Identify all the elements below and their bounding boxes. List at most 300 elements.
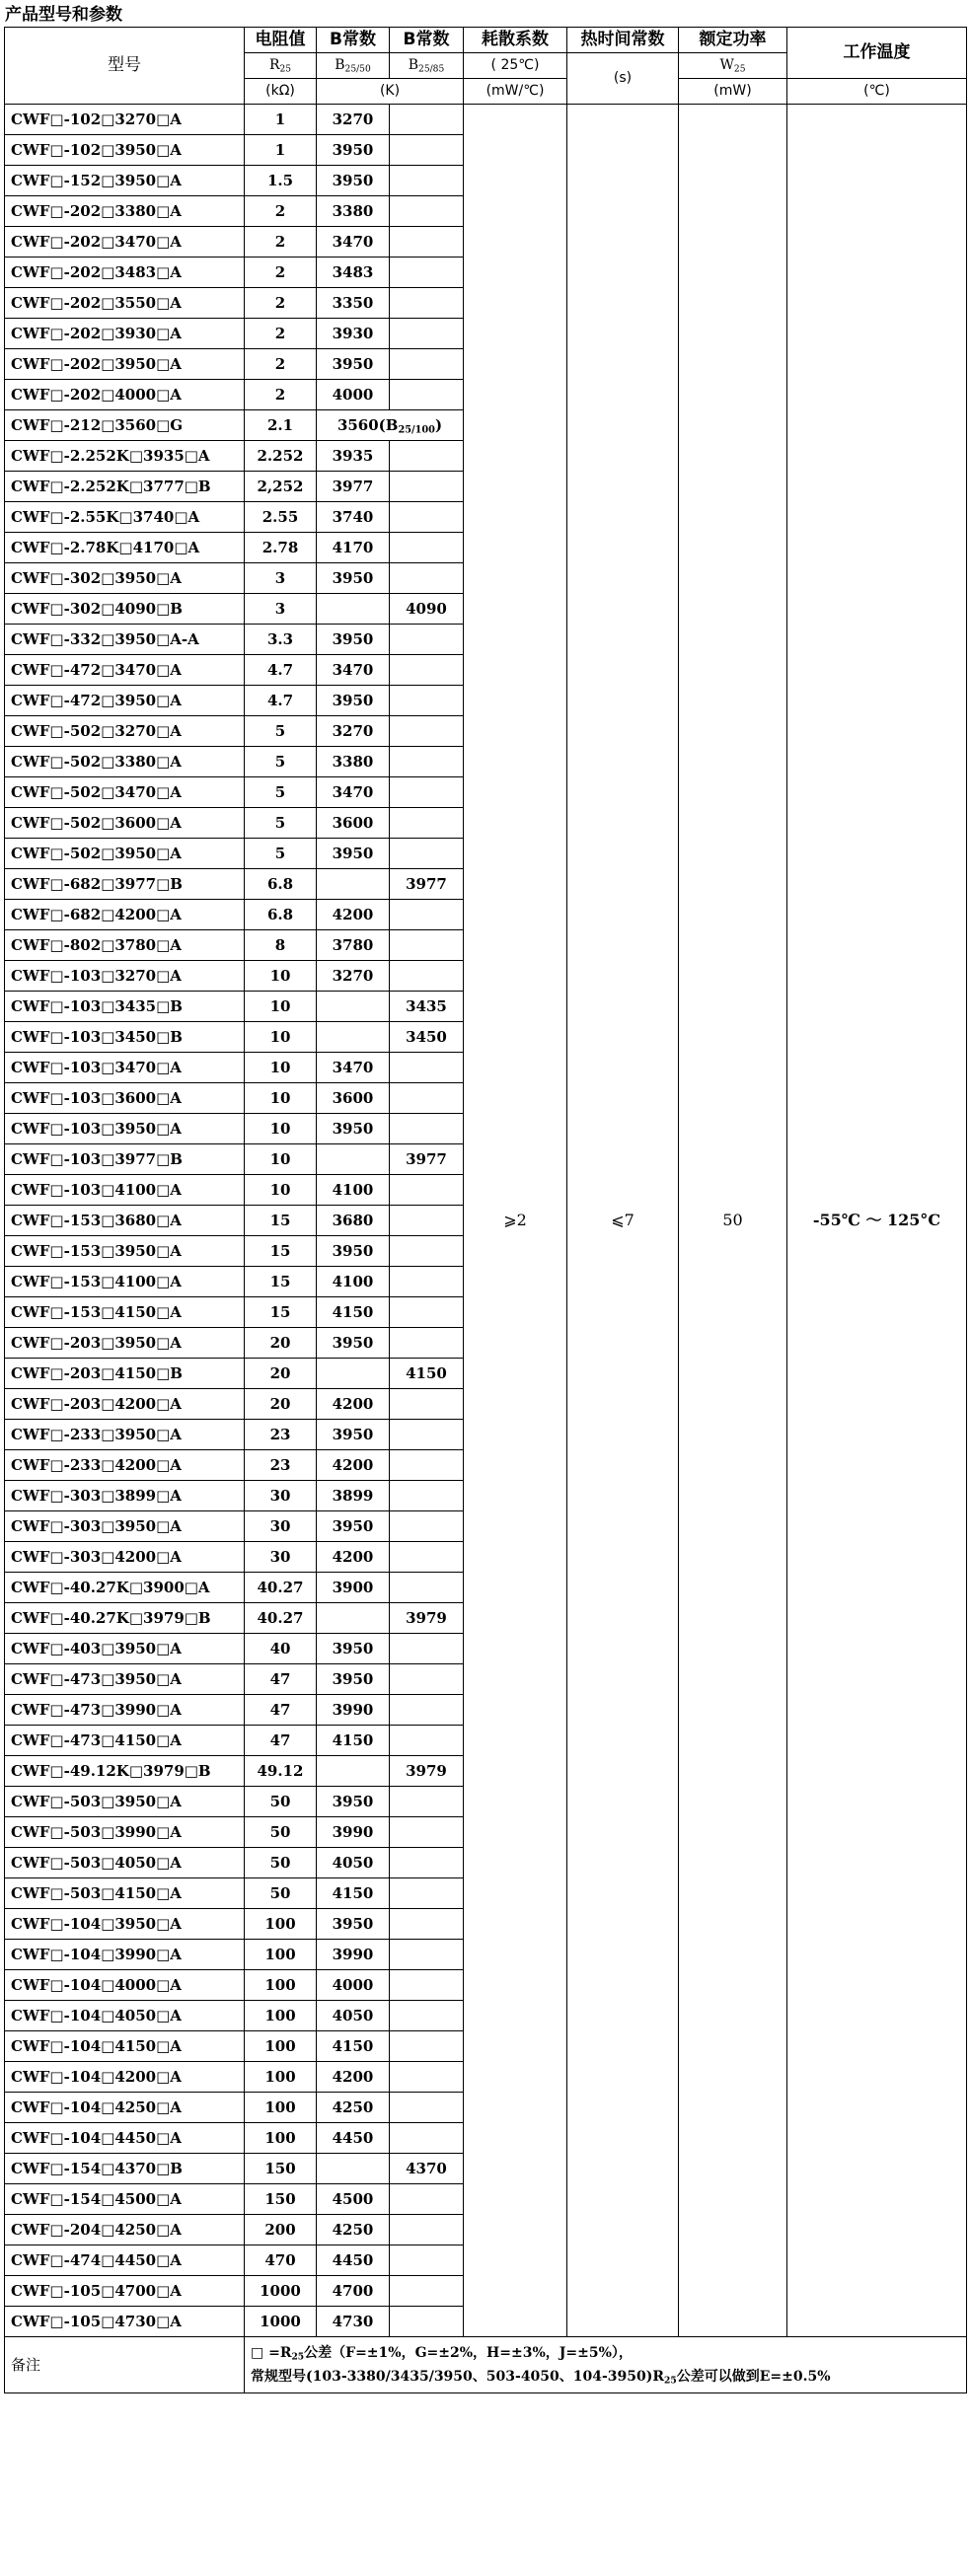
header-power-symbol: $W_{25}$ [679, 53, 787, 79]
model-cell: CWF□-104□4200□A [5, 2062, 245, 2093]
b2550-cell [317, 594, 390, 625]
b2550-cell: 4250 [317, 2215, 390, 2245]
b2585-cell: 4150 [390, 1359, 464, 1389]
b2585-cell [390, 686, 464, 716]
temperature-value-merged: -55℃ ～ 125°C [787, 105, 967, 2337]
b2585-cell [390, 777, 464, 808]
r25-cell: 4.7 [245, 655, 317, 686]
header-b2585-symbol: $B_{25/85}$ [390, 53, 464, 79]
b2585-cell [390, 105, 464, 135]
model-cell: CWF□-302□4090□B [5, 594, 245, 625]
b2550-cell: 3950 [317, 1236, 390, 1267]
header-resistance-symbol: $R_{25}$ [245, 53, 317, 79]
model-cell: CWF□-154□4370□B [5, 2154, 245, 2184]
r25-cell: 10 [245, 1175, 317, 1206]
model-cell: CWF□-2.252K□3935□A [5, 441, 245, 472]
b2550-cell: 4100 [317, 1267, 390, 1297]
b2585-cell: 4370 [390, 2154, 464, 2184]
b2585-cell [390, 349, 464, 380]
r25-cell: 1000 [245, 2276, 317, 2307]
model-cell: CWF□-233□3950□A [5, 1420, 245, 1450]
b2550-cell: 3950 [317, 1114, 390, 1144]
header-power-unit: (mW) [679, 79, 787, 105]
r25-cell: 200 [245, 2215, 317, 2245]
model-cell: CWF□-303□3899□A [5, 1481, 245, 1511]
b2585-cell [390, 1206, 464, 1236]
r25-cell: 10 [245, 1144, 317, 1175]
b2550-cell: 4150 [317, 1878, 390, 1909]
b2550-cell: 3990 [317, 1940, 390, 1970]
model-cell: CWF□-332□3950□A-A [5, 625, 245, 655]
b2585-cell [390, 1328, 464, 1359]
b2550-cell: 3270 [317, 105, 390, 135]
b2585-cell [390, 839, 464, 869]
b2585-cell [390, 472, 464, 502]
r25-cell: 47 [245, 1695, 317, 1726]
b2585-cell [390, 2307, 464, 2337]
b2550-cell: 4050 [317, 2001, 390, 2031]
b2585-cell [390, 961, 464, 992]
b2585-cell [390, 227, 464, 258]
model-cell: CWF□-472□3950□A [5, 686, 245, 716]
b2550-cell: 4150 [317, 1297, 390, 1328]
b2550-cell: 3600 [317, 808, 390, 839]
b2585-cell [390, 1175, 464, 1206]
b2585-cell [390, 563, 464, 594]
model-cell: CWF□-202□3550□A [5, 288, 245, 319]
b2585-cell [390, 319, 464, 349]
b2550-cell: 3680 [317, 1206, 390, 1236]
b2585-cell [390, 1083, 464, 1114]
model-cell: CWF□-2.55K□3740□A [5, 502, 245, 533]
b2585-cell [390, 380, 464, 410]
b2585-cell [390, 2062, 464, 2093]
b2585-cell [390, 747, 464, 777]
b2585-cell [390, 1450, 464, 1481]
model-cell: CWF□-105□4700□A [5, 2276, 245, 2307]
r25-cell: 100 [245, 1940, 317, 1970]
model-cell: CWF□-503□3950□A [5, 1787, 245, 1817]
power-value-merged: 50 [679, 105, 787, 2337]
r25-cell: 2 [245, 380, 317, 410]
r25-cell: 47 [245, 1726, 317, 1756]
b2585-cell [390, 1970, 464, 2001]
r25-cell: 1.5 [245, 166, 317, 196]
b2550-cell: 4200 [317, 2062, 390, 2093]
header-resistance-unit: (kΩ) [245, 79, 317, 105]
model-cell: CWF□-502□3950□A [5, 839, 245, 869]
model-cell: CWF□-103□3450□B [5, 1022, 245, 1053]
b2585-cell: 3435 [390, 992, 464, 1022]
b2585-cell [390, 1267, 464, 1297]
b2585-cell [390, 1909, 464, 1940]
r25-cell: 8 [245, 930, 317, 961]
b2550-cell: 3950 [317, 625, 390, 655]
model-cell: CWF□-103□3435□B [5, 992, 245, 1022]
model-cell: CWF□-103□3470□A [5, 1053, 245, 1083]
b2550-cell: 3470 [317, 777, 390, 808]
b2550-cell: 3470 [317, 1053, 390, 1083]
r25-cell: 5 [245, 839, 317, 869]
b2585-cell [390, 502, 464, 533]
b2585-cell [390, 1511, 464, 1542]
r25-cell: 2 [245, 196, 317, 227]
header-temperature-unit: (℃) [787, 79, 967, 105]
b2585-cell [390, 1878, 464, 1909]
r25-cell: 2 [245, 349, 317, 380]
r25-cell: 50 [245, 1848, 317, 1878]
b2585-cell [390, 1236, 464, 1267]
b2585-cell [390, 2031, 464, 2062]
model-cell: CWF□-102□3270□A [5, 105, 245, 135]
b2550-cell: 4700 [317, 2276, 390, 2307]
b2585-cell: 3977 [390, 1144, 464, 1175]
header-dissipation-unit: (mW/℃) [464, 79, 567, 105]
b2550-cell: 3950 [317, 1511, 390, 1542]
header-b-constant-1: B常数 [317, 28, 390, 53]
r25-cell: 20 [245, 1328, 317, 1359]
model-cell: CWF□-104□4450□A [5, 2123, 245, 2154]
model-cell: CWF□-474□4450□A [5, 2245, 245, 2276]
r25-cell: 100 [245, 2093, 317, 2123]
r25-cell: 30 [245, 1542, 317, 1573]
model-cell: CWF□-303□4200□A [5, 1542, 245, 1573]
r25-cell: 15 [245, 1236, 317, 1267]
b2550-cell: 3350 [317, 288, 390, 319]
b2550-cell: 3950 [317, 1909, 390, 1940]
b2550-cell: 4000 [317, 1970, 390, 2001]
r25-cell: 5 [245, 747, 317, 777]
r25-cell: 5 [245, 808, 317, 839]
b2550-cell: 3270 [317, 961, 390, 992]
model-cell: CWF□-104□3950□A [5, 1909, 245, 1940]
r25-cell: 3 [245, 594, 317, 625]
header-time-constant-unit: (s) [567, 53, 679, 105]
model-cell: CWF□-233□4200□A [5, 1450, 245, 1481]
r25-cell: 100 [245, 2031, 317, 2062]
b2550-cell: 3950 [317, 1664, 390, 1695]
b2550-cell [317, 1359, 390, 1389]
b2585-cell [390, 1726, 464, 1756]
b2585-cell [390, 1634, 464, 1664]
model-cell: CWF□-202□4000□A [5, 380, 245, 410]
b2585-cell [390, 533, 464, 563]
model-cell: CWF□-153□4150□A [5, 1297, 245, 1328]
model-cell: CWF□-502□3270□A [5, 716, 245, 747]
r25-cell: 50 [245, 1817, 317, 1848]
b2550-cell: 3950 [317, 686, 390, 716]
r25-cell: 20 [245, 1359, 317, 1389]
r25-cell: 23 [245, 1450, 317, 1481]
b2550-cell: 3470 [317, 227, 390, 258]
model-cell: CWF□-40.27K□3979□B [5, 1603, 245, 1634]
b2550-cell [317, 1603, 390, 1634]
model-cell: CWF□-104□3990□A [5, 1940, 245, 1970]
model-cell: CWF□-104□4250□A [5, 2093, 245, 2123]
model-cell: CWF□-472□3470□A [5, 655, 245, 686]
r25-cell: 50 [245, 1787, 317, 1817]
r25-cell: 2.252 [245, 441, 317, 472]
b-constant-merged-cell: $3560(B_{25/100})$ [317, 410, 464, 441]
b2585-cell [390, 196, 464, 227]
b2550-cell: 3780 [317, 930, 390, 961]
model-cell: CWF□-105□4730□A [5, 2307, 245, 2337]
b2550-cell: 4200 [317, 1450, 390, 1481]
r25-cell: 47 [245, 1664, 317, 1695]
b2550-cell: 4000 [317, 380, 390, 410]
model-cell: CWF□-2.78K□4170□A [5, 533, 245, 563]
model-cell: CWF□-103□3600□A [5, 1083, 245, 1114]
r25-cell: 100 [245, 1909, 317, 1940]
model-cell: CWF□-502□3380□A [5, 747, 245, 777]
b2550-cell: 4200 [317, 1542, 390, 1573]
model-cell: CWF□-103□3270□A [5, 961, 245, 992]
r25-cell: 100 [245, 2123, 317, 2154]
b2550-cell: 4500 [317, 2184, 390, 2215]
r25-cell: 4.7 [245, 686, 317, 716]
b2585-cell: 3979 [390, 1603, 464, 1634]
model-cell: CWF□-503□4050□A [5, 1848, 245, 1878]
r25-cell: 100 [245, 1970, 317, 2001]
b2550-cell: 3600 [317, 1083, 390, 1114]
b2550-cell: 4100 [317, 1175, 390, 1206]
model-cell: CWF□-153□4100□A [5, 1267, 245, 1297]
model-cell: CWF□-502□3600□A [5, 808, 245, 839]
b2550-cell: 4170 [317, 533, 390, 563]
page-title: 产品型号和参数 [5, 5, 122, 25]
model-cell: CWF□-103□3977□B [5, 1144, 245, 1175]
r25-cell: 2.55 [245, 502, 317, 533]
model-cell: CWF□-473□3950□A [5, 1664, 245, 1695]
b2550-cell [317, 1756, 390, 1787]
model-cell: CWF□-204□4250□A [5, 2215, 245, 2245]
b2550-cell: 4450 [317, 2123, 390, 2154]
header-model: 型号 [5, 28, 245, 105]
header-dissipation: 耗散系数 [464, 28, 567, 53]
table-row [5, 105, 967, 135]
b2585-cell [390, 2001, 464, 2031]
model-cell: CWF□-104□4150□A [5, 2031, 245, 2062]
r25-cell: 15 [245, 1297, 317, 1328]
model-cell: CWF□-49.12K□3979□B [5, 1756, 245, 1787]
r25-cell: 15 [245, 1267, 317, 1297]
notes-line-1: □ $=R_{25}$公差（F=±1%，G=±2%，H=±3%，J=±5%）， [251, 2345, 633, 2363]
r25-cell: 3 [245, 563, 317, 594]
r25-cell: 470 [245, 2245, 317, 2276]
b2585-cell [390, 1481, 464, 1511]
notes-label: 备注 [5, 2337, 245, 2393]
r25-cell: 1 [245, 105, 317, 135]
model-cell: CWF□-202□3950□A [5, 349, 245, 380]
b2550-cell: 3380 [317, 196, 390, 227]
b2550-cell: 3380 [317, 747, 390, 777]
b2550-cell: 3950 [317, 1420, 390, 1450]
b2550-cell: 3740 [317, 502, 390, 533]
model-cell: CWF□-103□4100□A [5, 1175, 245, 1206]
b2585-cell [390, 1053, 464, 1083]
b2585-cell: 4090 [390, 594, 464, 625]
b2550-cell: 3483 [317, 258, 390, 288]
b2550-cell: 4150 [317, 2031, 390, 2062]
b2585-cell [390, 655, 464, 686]
b2550-cell: 3899 [317, 1481, 390, 1511]
header-row-1 [5, 28, 967, 53]
b2585-cell: 3977 [390, 869, 464, 900]
header-dissipation-condition: ( 25℃) [464, 53, 567, 79]
b2550-cell: 3950 [317, 1328, 390, 1359]
time-constant-value-merged: ⩽7 [567, 105, 679, 2337]
model-cell: CWF□-102□3950□A [5, 135, 245, 166]
b2585-cell [390, 135, 464, 166]
r25-cell: 2.1 [245, 410, 317, 441]
model-cell: CWF□-302□3950□A [5, 563, 245, 594]
b2550-cell [317, 1144, 390, 1175]
model-cell: CWF□-212□3560□G [5, 410, 245, 441]
b2550-cell: 3990 [317, 1817, 390, 1848]
b2585-cell [390, 1389, 464, 1420]
b2550-cell [317, 992, 390, 1022]
model-cell: CWF□-203□3950□A [5, 1328, 245, 1359]
model-cell: CWF□-202□3380□A [5, 196, 245, 227]
b2550-cell: 4200 [317, 1389, 390, 1420]
r25-cell: 15 [245, 1206, 317, 1236]
b2550-cell [317, 2154, 390, 2184]
r25-cell: 6.8 [245, 869, 317, 900]
r25-cell: 1000 [245, 2307, 317, 2337]
b2550-cell: 3950 [317, 839, 390, 869]
model-cell: CWF□-153□3680□A [5, 1206, 245, 1236]
header-b-constant-2: B常数 [390, 28, 464, 53]
b2550-cell: 4250 [317, 2093, 390, 2123]
r25-cell: 5 [245, 777, 317, 808]
b2550-cell: 3935 [317, 441, 390, 472]
model-cell: CWF□-473□4150□A [5, 1726, 245, 1756]
b2550-cell: 3930 [317, 319, 390, 349]
header-b-unit: (K) [317, 79, 464, 105]
r25-cell: 150 [245, 2154, 317, 2184]
b2585-cell: 3979 [390, 1756, 464, 1787]
model-cell: CWF□-153□3950□A [5, 1236, 245, 1267]
b2585-cell [390, 1542, 464, 1573]
b2585-cell [390, 441, 464, 472]
model-cell: CWF□-154□4500□A [5, 2184, 245, 2215]
notes-line-2: 常规型号(103-3380/3435/3950、503-4050、$104-3950)R_{25}$公差可以做到E=±0.5% [251, 2369, 831, 2387]
b2585-cell [390, 2276, 464, 2307]
b2550-cell: 4050 [317, 1848, 390, 1878]
b2585-cell [390, 288, 464, 319]
r25-cell: 10 [245, 992, 317, 1022]
b2585-cell [390, 716, 464, 747]
b2550-cell [317, 1022, 390, 1053]
r25-cell: 49.12 [245, 1756, 317, 1787]
b2550-cell: 3470 [317, 655, 390, 686]
r25-cell: 30 [245, 1481, 317, 1511]
notes-text [245, 2337, 967, 2393]
b2585-cell [390, 930, 464, 961]
r25-cell: 10 [245, 1053, 317, 1083]
r25-cell: 10 [245, 1083, 317, 1114]
table-body [5, 105, 967, 2337]
model-cell: CWF□-103□3950□A [5, 1114, 245, 1144]
r25-cell: 6.8 [245, 900, 317, 930]
b2550-cell: 3990 [317, 1695, 390, 1726]
b2550-cell: 3900 [317, 1573, 390, 1603]
r25-cell: 2 [245, 227, 317, 258]
b2585-cell [390, 1114, 464, 1144]
b2585-cell [390, 2215, 464, 2245]
b2550-cell: 4200 [317, 900, 390, 930]
r25-cell: 40.27 [245, 1573, 317, 1603]
b2585-cell [390, 1848, 464, 1878]
b2585-cell [390, 1573, 464, 1603]
dissipation-value-merged: ⩾2 [464, 105, 567, 2337]
model-cell: CWF□-403□3950□A [5, 1634, 245, 1664]
b2550-cell: 3977 [317, 472, 390, 502]
r25-cell: 10 [245, 961, 317, 992]
b2585-cell [390, 900, 464, 930]
product-spec-table [4, 27, 967, 2393]
b2550-cell: 3950 [317, 563, 390, 594]
b2585-cell [390, 1664, 464, 1695]
r25-cell: 20 [245, 1389, 317, 1420]
model-cell: CWF□-682□4200□A [5, 900, 245, 930]
b2550-cell: 3270 [317, 716, 390, 747]
model-cell: CWF□-203□4150□B [5, 1359, 245, 1389]
model-cell: CWF□-104□4000□A [5, 1970, 245, 2001]
b2585-cell [390, 1420, 464, 1450]
model-cell: CWF□-502□3470□A [5, 777, 245, 808]
r25-cell: 1 [245, 135, 317, 166]
model-cell: CWF□-802□3780□A [5, 930, 245, 961]
model-cell: CWF□-303□3950□A [5, 1511, 245, 1542]
r25-cell: 2 [245, 319, 317, 349]
r25-cell: 3.3 [245, 625, 317, 655]
b2550-cell: 3950 [317, 1634, 390, 1664]
b2550-cell: 4450 [317, 2245, 390, 2276]
header-temperature: 工作温度 [787, 28, 967, 79]
model-cell: CWF□-104□4050□A [5, 2001, 245, 2031]
model-cell: CWF□-40.27K□3900□A [5, 1573, 245, 1603]
header-time-constant: 热时间常数 [567, 28, 679, 53]
b2585-cell [390, 258, 464, 288]
r25-cell: 2 [245, 288, 317, 319]
b2585-cell [390, 808, 464, 839]
header-resistance: 电阻值 [245, 28, 317, 53]
b2585-cell [390, 2093, 464, 2123]
b2585-cell [390, 1817, 464, 1848]
notes-row [5, 2337, 967, 2393]
r25-cell: 5 [245, 716, 317, 747]
b2550-cell: 3950 [317, 135, 390, 166]
model-cell: CWF□-682□3977□B [5, 869, 245, 900]
model-cell: CWF□-203□4200□A [5, 1389, 245, 1420]
r25-cell: 40.27 [245, 1603, 317, 1634]
b2550-cell: 3950 [317, 349, 390, 380]
model-cell: CWF□-202□3483□A [5, 258, 245, 288]
r25-cell: 23 [245, 1420, 317, 1450]
header-power: 额定功率 [679, 28, 787, 53]
r25-cell: 40 [245, 1634, 317, 1664]
model-cell: CWF□-202□3930□A [5, 319, 245, 349]
r25-cell: 150 [245, 2184, 317, 2215]
r25-cell: 2,252 [245, 472, 317, 502]
b2585-cell: 3450 [390, 1022, 464, 1053]
model-cell: CWF□-503□4150□A [5, 1878, 245, 1909]
b2585-cell [390, 1695, 464, 1726]
b2585-cell [390, 625, 464, 655]
b2550-cell: 3950 [317, 1787, 390, 1817]
b2585-cell [390, 1940, 464, 1970]
